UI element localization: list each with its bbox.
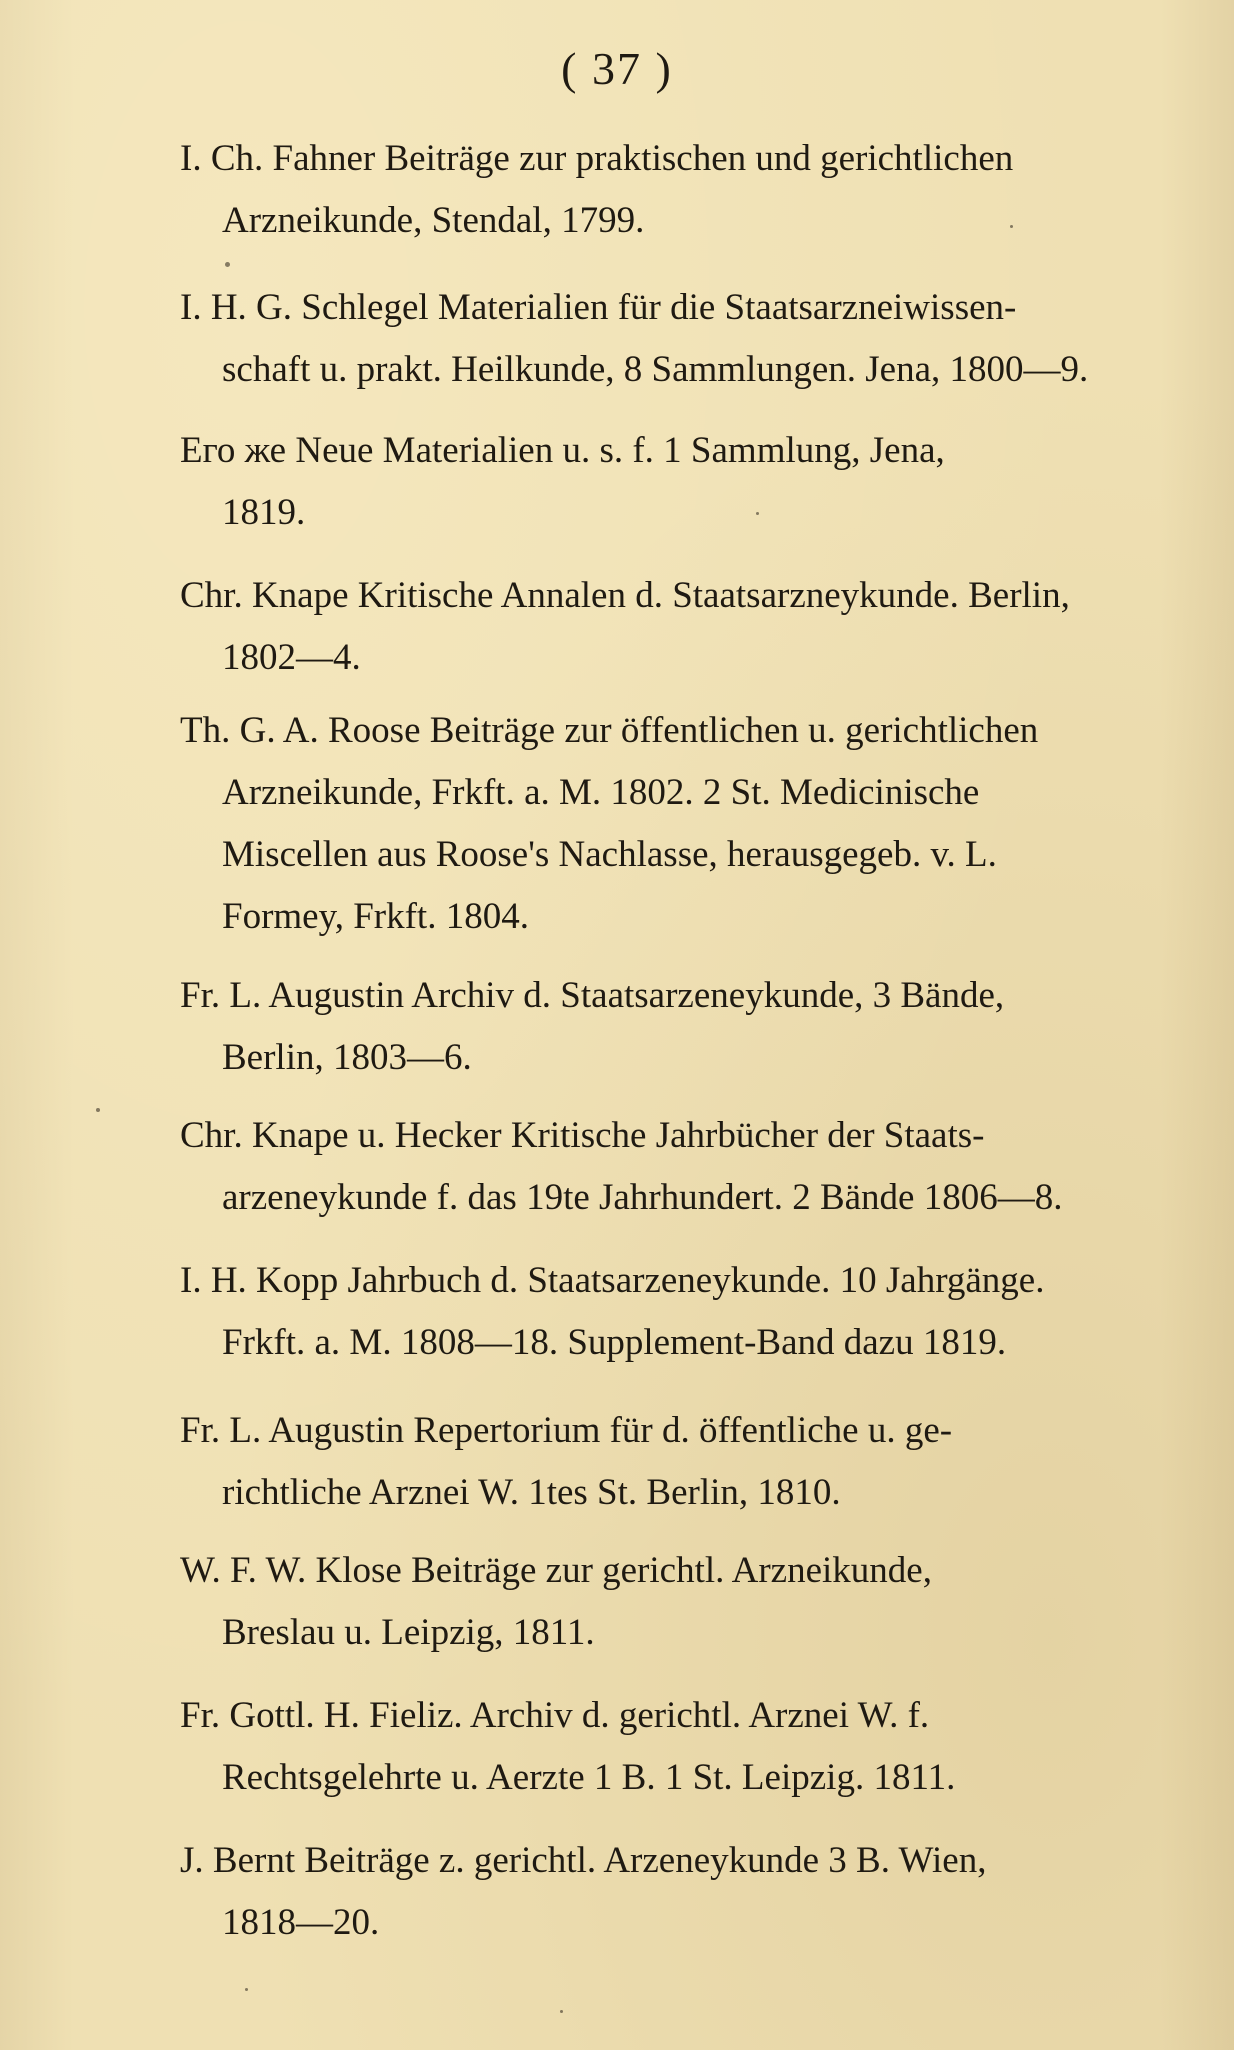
entry-line: richtliche Arznei W. 1tes St. Berlin, 1810. (222, 1472, 841, 1513)
entry-line: Th. G. A. Roose Beiträge zur öffentlichen u. gerichtlichen (180, 710, 1039, 751)
entry-line: 1819. (222, 492, 306, 533)
bibliography-entry-10 (180, 1540, 1190, 1664)
entry-line: 1818—20. (222, 1902, 380, 1943)
entry-line: Miscellen aus Roose's Nachlasse, herausgegeb. v. L. (222, 834, 997, 875)
ink-speck (1010, 225, 1013, 228)
entry-line: Formey, Frkft. 1804. (222, 896, 529, 937)
bibliography-entry-6 (180, 965, 1190, 1089)
entry-line: schaft u. prakt. Heilkunde, 8 Sammlungen. Jena, 1800—9. (222, 349, 1089, 390)
entry-line: W. F. W. Klose Beiträge zur gerichtl. Arzneikunde, (180, 1550, 932, 1591)
bibliography-entry-8 (180, 1250, 1190, 1374)
ink-speck (225, 262, 230, 267)
entry-line: Chr. Knape Kritische Annalen d. Staatsarzneykunde. Berlin, (180, 575, 1070, 616)
ink-speck (245, 1988, 248, 1991)
ink-speck (756, 512, 759, 515)
entry-line: I. H. Kopp Jahrbuch d. Staatsarzeneykunde. 10 Jahrgänge. (180, 1260, 1045, 1301)
bibliography-entry-11 (180, 1685, 1190, 1809)
entry-line: Fr. L. Augustin Archiv d. Staatsarzeneykunde, 3 Bände, (180, 975, 1005, 1016)
page-number: ( 37 ) (561, 43, 673, 94)
bibliography-entry-7 (180, 1105, 1190, 1229)
bibliography-entry-2 (180, 277, 1190, 401)
entry-line: Chr. Knape u. Hecker Kritische Jahrbücher der Staats- (180, 1115, 985, 1156)
entry-line: J. Bernt Beiträge z. gerichtl. Arzeneykunde 3 B. Wien, (180, 1840, 987, 1881)
bibliography-entry-9 (180, 1400, 1190, 1524)
entry-line: Frkft. a. M. 1808—18. Supplement-Band dazu 1819. (222, 1322, 1007, 1363)
bibliography-entry-1 (180, 128, 1190, 252)
bibliography-entry-5 (180, 700, 1190, 948)
entry-line: Berlin, 1803—6. (222, 1037, 472, 1078)
ink-speck (560, 2010, 563, 2013)
entry-line: arzeneykunde f. das 19te Jahrhundert. 2 Bände 1806—8. (222, 1177, 1063, 1218)
entry-line: Breslau u. Leipzig, 1811. (222, 1612, 595, 1653)
entry-line: Его же Neue Materialien u. s. f. 1 Sammlung, Jena, (180, 430, 945, 471)
entry-line: I. H. G. Schlegel Materialien für die Staatsarzneiwissen- (180, 287, 1017, 328)
entry-line: Fr. L. Augustin Repertorium für d. öffentliche u. ge- (180, 1410, 953, 1451)
bibliography-entry-3 (180, 420, 1190, 544)
bibliography-entry-4 (180, 565, 1190, 689)
bibliography-entry-12 (180, 1830, 1190, 1954)
entry-line: I. Ch. Fahner Beiträge zur praktischen und gerichtlichen (180, 138, 1014, 179)
entry-line: Arzneikunde, Stendal, 1799. (222, 200, 645, 241)
entry-line: Fr. Gottl. H. Fieliz. Archiv d. gerichtl. Arznei W. f. (180, 1695, 930, 1736)
entry-line: Rechtsgelehrte u. Aerzte 1 B. 1 St. Leipzig. 1811. (222, 1757, 956, 1798)
entry-line: 1802—4. (222, 637, 361, 678)
entry-line: Arzneikunde, Frkft. a. M. 1802. 2 St. Medicinische (222, 772, 980, 813)
ink-speck (96, 1108, 100, 1112)
